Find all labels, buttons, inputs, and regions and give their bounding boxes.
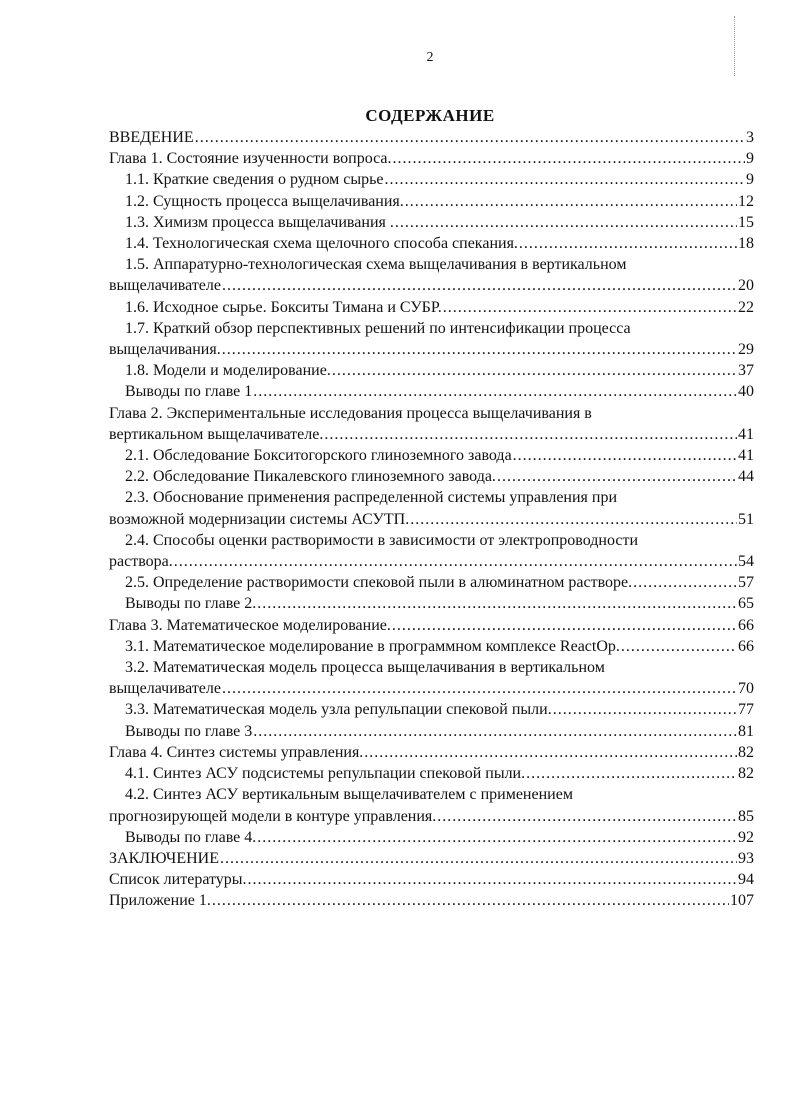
toc-page-number: 54 (738, 553, 754, 571)
toc-entry[interactable] (109, 848, 754, 869)
toc-page-number: 37 (738, 362, 754, 380)
dot-leader (497, 466, 737, 487)
dot-leader (385, 169, 745, 190)
toc-entry-text: 2.3. Обоснование применения распределенной системы управления при (125, 489, 618, 507)
toc-page-number: 40 (738, 383, 754, 401)
toc-entry-text: 2.2. Обследование Пикалевского глиноземного завода. (125, 468, 496, 486)
dot-leader (405, 191, 737, 212)
toc-entry-text: Глава 1. Состояние изученности вопроса. (109, 150, 392, 168)
dot-leader (443, 297, 737, 318)
toc-entry-text: 1.3. Химизм процесса выщелачивания . (125, 213, 394, 231)
toc-page-number: 41 (738, 425, 754, 443)
toc-page-number: 66 (738, 616, 754, 634)
toc-entry[interactable] (109, 127, 754, 148)
dot-leader (519, 233, 737, 254)
toc-entry-text: 1.6. Исходное сырье. Бокситы Тимана и СУБР. (125, 298, 442, 316)
toc-page-number: 82 (738, 743, 754, 761)
toc-page-number: 65 (738, 595, 754, 613)
dot-leader (392, 615, 737, 636)
toc-entry[interactable] (109, 806, 754, 827)
toc-page-number: 94 (738, 871, 754, 889)
toc-page-number: 85 (738, 807, 754, 825)
toc-entry-continuation: прогнозирующей модели в контуре управления. (109, 807, 437, 825)
toc-entry-continuation: вертикальном выщелачивателе. (109, 425, 324, 443)
toc-entry-text: 1.7. Краткий обзор перспективных решений по интенсификации процесса (125, 319, 631, 337)
toc-page-number: 51 (738, 510, 754, 528)
toc-page-number: 82 (738, 765, 754, 783)
page-title: СОДЕРЖАНИЕ (365, 106, 495, 125)
dot-leader (257, 593, 737, 614)
toc-entry[interactable] (109, 339, 754, 360)
toc-entry-continuation: выщелачивателе (109, 680, 221, 698)
dot-leader (220, 848, 737, 869)
toc-entry-text: 2.4. Способы оценки растворимости в зависимости от электропроводности (125, 531, 639, 549)
toc-page-number: 70 (738, 680, 754, 698)
toc-entry[interactable] (109, 297, 754, 318)
toc-entry-text: Список литературы. (109, 871, 247, 889)
toc-page-number: 9 (746, 150, 754, 168)
toc-entry-text: 2.1. Обследование Бокситогорского глиноземного завода (125, 447, 512, 465)
toc-entry[interactable] (109, 763, 754, 784)
toc-entry-text: 4.2. Синтез АСУ вертикальным выщелачивателем с применением (125, 786, 573, 804)
dot-leader (222, 275, 737, 296)
toc-entry-title (109, 403, 754, 424)
toc-page-number: 77 (738, 701, 754, 719)
toc-entry-title (109, 530, 754, 551)
dot-leader (222, 339, 737, 360)
dot-leader (395, 212, 737, 233)
dot-leader (633, 572, 737, 593)
toc-entry-text: ЗАКЛЮЧЕНИЕ (109, 849, 219, 867)
toc-entry-text: Выводы по главе 1 (125, 383, 253, 401)
toc-entry[interactable] (109, 169, 754, 190)
toc-entry-text: 3.1. Математическое моделирование в программном комплексе ReactOp. (125, 637, 620, 655)
table-of-contents (109, 127, 754, 912)
dot-leader (437, 806, 737, 827)
dot-leader (195, 127, 745, 148)
dot-leader (257, 827, 737, 848)
toc-entry-text: 1.5. Аппаратурно-технологическая схема выщелачивания в вертикальном (125, 256, 627, 274)
toc-page-number: 44 (738, 468, 754, 486)
toc-entry[interactable] (109, 890, 754, 911)
toc-entry[interactable] (109, 699, 754, 720)
toc-entry-text: Глава 3. Математическое моделирование. (109, 616, 391, 634)
toc-entry-title (109, 318, 754, 339)
toc-page-number: 57 (738, 574, 754, 592)
toc-entry-text: 3.3. Математическая модель узла репульпации спековой пыли. (125, 701, 552, 719)
toc-page-number: 9 (746, 171, 754, 189)
dot-leader (526, 763, 737, 784)
toc-entry-continuation: возможной модернизации системы АСУТП. (109, 510, 410, 528)
toc-page-number: 22 (738, 298, 754, 316)
toc-page-number: 18 (738, 235, 754, 253)
dot-leader (553, 699, 737, 720)
toc-entry[interactable] (109, 615, 754, 636)
page-number: 2 (426, 50, 434, 65)
toc-entry[interactable] (109, 275, 754, 296)
toc-entry-continuation: выщелачивания. (109, 341, 221, 359)
dot-leader (253, 381, 737, 402)
toc-entry[interactable] (109, 466, 754, 487)
dot-leader (332, 360, 737, 381)
toc-entry[interactable] (109, 509, 754, 530)
toc-entry[interactable] (109, 381, 754, 402)
toc-page-number: 20 (738, 277, 754, 295)
toc-entry-text: 3.2. Математическая модель процесса выщелачивания в вертикальном (125, 659, 605, 677)
toc-entry[interactable] (109, 212, 754, 233)
toc-entry[interactable] (109, 572, 754, 593)
toc-page-number: 41 (738, 447, 754, 465)
toc-entry-text: ВВЕДЕНИЕ (109, 129, 194, 146)
toc-entry[interactable] (109, 445, 754, 466)
toc-entry[interactable] (109, 233, 754, 254)
toc-entry[interactable] (109, 191, 754, 212)
toc-entry-text: Глава 4. Синтез системы управления. (109, 743, 364, 761)
toc-page-number: 93 (738, 849, 754, 867)
toc-entry-continuation: раствора. (109, 553, 173, 571)
dot-leader (410, 509, 737, 530)
toc-entry-continuation: выщелачивателе (109, 277, 221, 295)
toc-entry-title (109, 784, 754, 805)
toc-entry[interactable] (109, 148, 754, 169)
toc-entry-text: Выводы по главе 4. (125, 828, 257, 846)
toc-page-number: 81 (738, 722, 754, 740)
toc-entry-text: Выводы по главе 3 (125, 722, 253, 740)
toc-entry-text: 1.2. Сущность процесса выщелачивания. (125, 192, 404, 210)
dot-leader (212, 890, 729, 911)
toc-entry[interactable] (109, 360, 754, 381)
toc-entry-text: 1.8. Модели и моделирование. (125, 362, 331, 380)
toc-entry-text: 2.5. Определение растворимости спековой пыли в алюминатном растворе. (125, 574, 633, 592)
toc-entry-title (109, 487, 754, 508)
dot-leader (253, 721, 737, 742)
toc-entry[interactable] (109, 827, 754, 848)
toc-entry-text: Выводы по главе 2. (125, 595, 257, 613)
dot-leader (364, 742, 737, 763)
toc-entry-text: Глава 2. Экспериментальные исследования процесса выщелачивания в (109, 404, 592, 422)
toc-entry[interactable] (109, 424, 754, 445)
dot-leader (222, 678, 737, 699)
toc-entry[interactable] (109, 678, 754, 699)
toc-page-number: 12 (738, 192, 754, 210)
toc-entry[interactable] (109, 721, 754, 742)
toc-entry[interactable] (109, 636, 754, 657)
toc-page-number: 3 (746, 129, 754, 146)
scan-margin-mark (734, 16, 737, 76)
toc-page-number: 29 (738, 341, 754, 359)
toc-page-number: 92 (738, 828, 754, 846)
toc-page-number: 107 (730, 892, 754, 910)
dot-leader (174, 551, 737, 572)
toc-entry-title (109, 254, 754, 275)
toc-entry-text: 1.4. Технологическая схема щелочного способа спекания. (125, 235, 518, 253)
toc-page-number: 66 (738, 637, 754, 655)
toc-entry[interactable] (109, 869, 754, 890)
toc-entry-title (109, 657, 754, 678)
toc-page-number: 15 (738, 213, 754, 231)
toc-entry[interactable] (109, 742, 754, 763)
dot-leader (393, 148, 746, 169)
toc-entry-text: Приложение 1. (109, 892, 211, 910)
dot-leader (248, 869, 737, 890)
toc-entry[interactable] (109, 593, 754, 614)
dot-leader (324, 424, 737, 445)
dot-leader (513, 445, 737, 466)
toc-entry-text: 1.1. Краткие сведения о рудном сырье (125, 171, 384, 189)
dot-leader (621, 636, 737, 657)
toc-entry-text: 4.1. Синтез АСУ подсистемы репульпации спековой пыли. (125, 765, 526, 783)
toc-entry[interactable] (109, 551, 754, 572)
